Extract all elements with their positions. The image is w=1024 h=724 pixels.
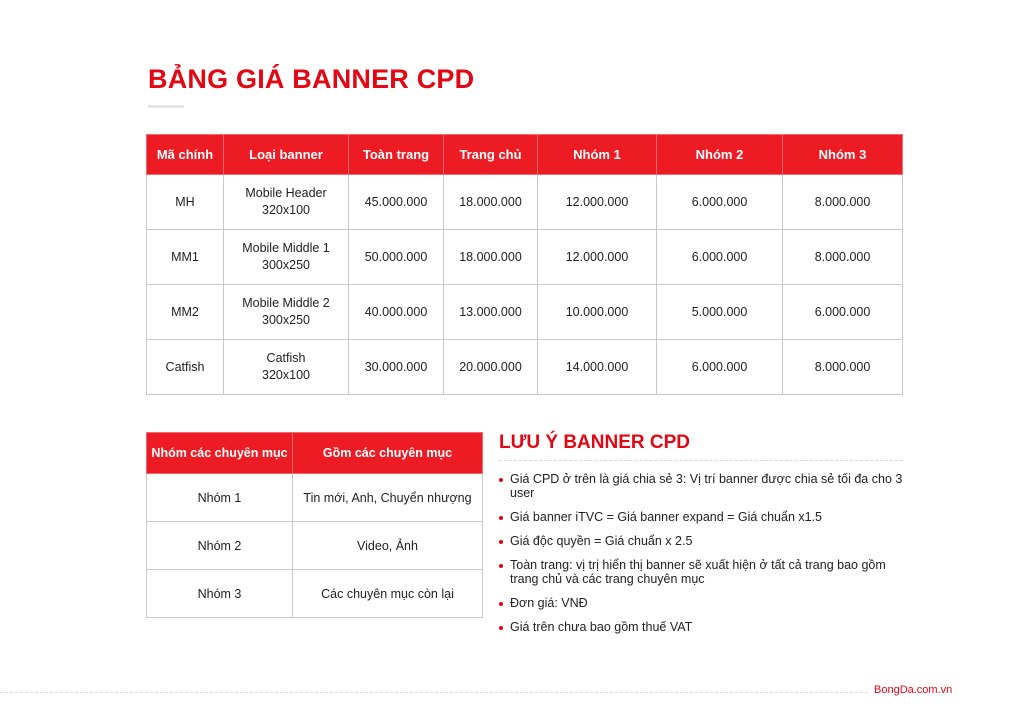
note-text: Toàn trang: vị trị hiển thị banner sẽ xuất hiện ở tất cả trang bao gồm trang chủ và các trang chuyên mục [510,558,886,586]
bullet-icon [499,540,503,544]
note-text: Đơn giá: VNĐ [510,596,588,610]
list-item [499,534,909,548]
col-header-group3: Nhóm 3 [783,135,903,175]
list-item [499,620,909,634]
table-row [147,230,903,285]
cell-group1: 12.000.000 [538,175,657,230]
cell-group: Nhóm 1 [147,474,293,522]
page-title: BẢNG GIÁ BANNER CPD [148,64,475,94]
banner-size: 300x250 [262,313,310,327]
col-header-home: Trang chủ [444,135,538,175]
banner-name: Mobile Middle 1 [242,241,330,255]
col-header-group2: Nhóm 2 [657,135,783,175]
cell-group1: 10.000.000 [538,285,657,340]
cell-group2: 6.000.000 [657,340,783,395]
bullet-icon [499,478,503,482]
note-text: Giá CPD ở trên là giá chia sẻ 3: Vị trí banner được chia sẻ tối đa cho 3 user [510,472,903,500]
col-header-group1: Nhóm 1 [538,135,657,175]
list-item [499,510,909,524]
cell-group3: 6.000.000 [783,285,903,340]
cell-home: 20.000.000 [444,340,538,395]
bullet-icon [499,516,503,520]
table-row [147,474,483,522]
banner-name: Mobile Middle 2 [242,296,330,310]
cell-banner-type [224,175,349,230]
price-table [146,134,903,395]
cell-full-site: 40.000.000 [349,285,444,340]
cell-group: Nhóm 2 [147,522,293,570]
cell-code: MM2 [147,285,224,340]
cell-full-site: 50.000.000 [349,230,444,285]
cell-categories: Video, Ảnh [293,522,483,570]
cell-code: MM1 [147,230,224,285]
notes-list [499,472,909,644]
cell-group1: 14.000.000 [538,340,657,395]
cell-group3: 8.000.000 [783,175,903,230]
cell-banner-type [224,285,349,340]
col-header-code: Mã chính [147,135,224,175]
cell-group2: 6.000.000 [657,175,783,230]
cell-banner-type [224,230,349,285]
cell-group2: 6.000.000 [657,230,783,285]
category-group-table [146,432,483,618]
cell-group3: 8.000.000 [783,230,903,285]
banner-name: Mobile Header [245,186,327,200]
list-item [499,472,909,500]
cell-code: Catfish [147,340,224,395]
col-header-full-site: Toàn trang [349,135,444,175]
cell-group: Nhóm 3 [147,570,293,618]
cell-banner-type [224,340,349,395]
list-item [499,558,909,586]
note-text: Giá độc quyền = Giá chuẩn x 2.5 [510,534,693,548]
bullet-icon [499,626,503,630]
note-text: Giá banner iTVC = Giá banner expand = Giá chuẩn x1.5 [510,510,822,524]
col-header-banner-type: Loại banner [224,135,349,175]
cell-full-site: 45.000.000 [349,175,444,230]
col-header-categories: Gồm các chuyên mục [293,433,483,474]
cell-categories: Tin mới, Anh, Chuyển nhượng [293,474,483,522]
table-row [147,570,483,618]
cell-code: MH [147,175,224,230]
banner-name: Catfish [266,351,306,365]
cell-group2: 5.000.000 [657,285,783,340]
bullet-icon [499,602,503,606]
price-table-header-row [147,135,903,175]
footer-divider [0,692,868,693]
list-item [499,596,909,610]
cell-home: 18.000.000 [444,175,538,230]
cell-home: 13.000.000 [444,285,538,340]
notes-divider [499,460,903,461]
banner-size: 300x250 [262,258,310,272]
bullet-icon [499,564,503,568]
cell-home: 18.000.000 [444,230,538,285]
banner-size: 320x100 [262,203,310,217]
note-text: Giá trên chưa bao gồm thuế VAT [510,620,693,634]
cell-categories: Các chuyên mục còn lại [293,570,483,618]
banner-size: 320x100 [262,368,310,382]
table-row [147,285,903,340]
col-header-group: Nhóm các chuyên mục [147,433,293,474]
table-row [147,522,483,570]
group-table-header-row [147,433,483,474]
notes-title: LƯU Ý BANNER CPD [499,432,690,453]
footer-brand-link[interactable]: BongDa.com.vn [874,684,953,696]
cell-full-site: 30.000.000 [349,340,444,395]
cell-group1: 12.000.000 [538,230,657,285]
cell-group3: 8.000.000 [783,340,903,395]
title-underline [148,105,184,108]
table-row [147,340,903,395]
table-row [147,175,903,230]
